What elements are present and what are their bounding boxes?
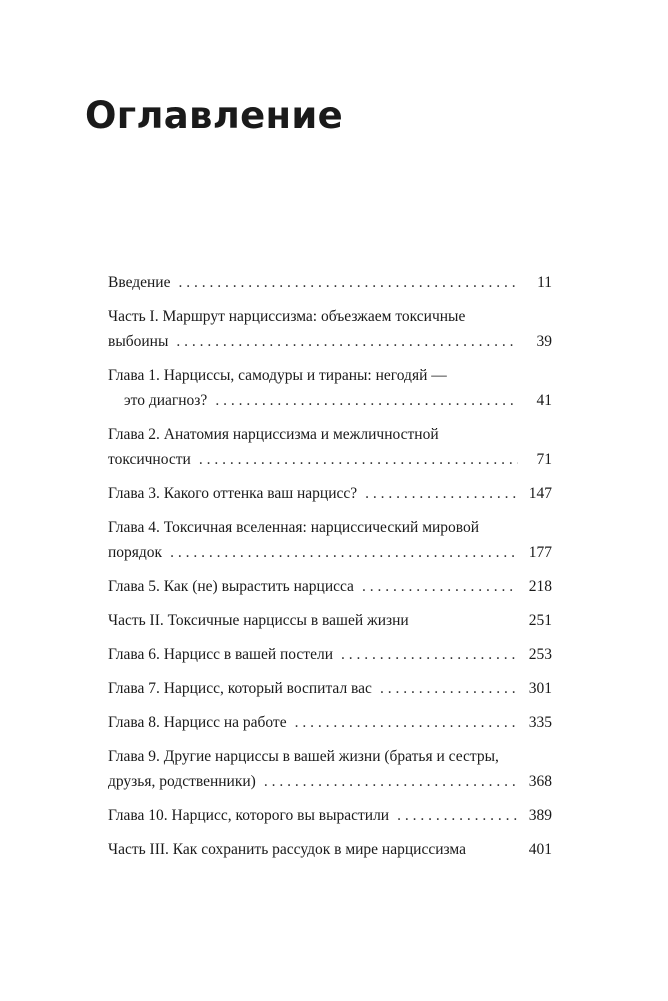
page-number: 301 (528, 680, 552, 697)
toc-entry (108, 363, 552, 413)
toc-entry-text: это диагноз? (124, 392, 208, 409)
page-number: 253 (528, 646, 552, 663)
dot-leader (170, 540, 518, 565)
dot-leader (380, 676, 518, 701)
toc-entry-text: Введение (108, 274, 171, 291)
toc-entry-text: Глава 5. Как (не) вырастить нарцисса (108, 578, 354, 595)
toc-entry-text: выбоины (108, 333, 169, 350)
page-title: Оглавление (85, 94, 344, 137)
page-number: 251 (528, 612, 552, 629)
toc-entry (108, 422, 552, 472)
page-number: 401 (528, 841, 552, 858)
toc-entry (108, 574, 552, 599)
toc-entry (108, 642, 552, 667)
toc-entry-text: токсичности (108, 451, 191, 468)
page-number: 368 (528, 773, 552, 790)
toc-entry-text: друзья, родственники) (108, 773, 256, 790)
toc-entry-text: Глава 3. Какого оттенка ваш нарцисс? (108, 485, 358, 502)
dot-leader (295, 710, 518, 735)
toc-entry (108, 676, 552, 701)
page-number: 39 (536, 333, 552, 350)
page-number: 11 (537, 274, 552, 291)
toc-entry-text: Глава 10. Нарцисс, которого вы вырастили (108, 807, 390, 824)
dot-leader (176, 329, 518, 354)
page-number: 389 (528, 807, 552, 824)
toc-entry-text: Глава 4. Токсичная вселенная: нарциссический мировой (108, 519, 480, 536)
toc-entry (108, 270, 552, 295)
dot-leader (365, 481, 518, 506)
dot-leader (199, 447, 518, 472)
toc-entry-text: Глава 8. Нарцисс на работе (108, 714, 287, 731)
page-number: 177 (528, 544, 552, 561)
page-number: 147 (528, 485, 552, 502)
dot-leader (264, 769, 518, 794)
page-number: 335 (528, 714, 552, 731)
toc-entry-text: порядок (108, 544, 163, 561)
toc-entry-text: Глава 1. Нарциссы, самодуры и тираны: негодяй — (108, 367, 447, 384)
toc-entry-text: Часть I. Маршрут нарциссизма: объезжаем токсичные (108, 308, 466, 325)
dot-leader (215, 388, 518, 413)
toc-entry-text: Часть II. Токсичные нарциссы в вашей жизни (108, 612, 409, 629)
page-number: 71 (536, 451, 552, 468)
toc-entry (108, 710, 552, 735)
toc-entry (108, 304, 552, 354)
toc-entry (108, 744, 552, 794)
toc-entry-text: Глава 9. Другие нарциссы в вашей жизни (братья и сестры, (108, 748, 499, 765)
dot-leader (178, 270, 518, 295)
dot-leader (341, 642, 518, 667)
page-number: 218 (528, 578, 552, 595)
toc-entry-text: Глава 2. Анатомия нарциссизма и межличностной (108, 426, 439, 443)
page-number: 41 (536, 392, 552, 409)
dot-leader (397, 803, 518, 828)
toc-entry (108, 608, 552, 633)
toc-entry (108, 803, 552, 828)
toc-entry-text: Глава 6. Нарцисс в вашей постели (108, 646, 333, 663)
dot-leader (362, 574, 518, 599)
toc-entry-text: Часть III. Как сохранить рассудок в мире нарциссизма (108, 841, 466, 858)
toc-entry-text: Глава 7. Нарцисс, который воспитал вас (108, 680, 372, 697)
toc-entry (108, 515, 552, 565)
table-of-contents (108, 270, 552, 871)
toc-entry (108, 481, 552, 506)
toc-entry (108, 837, 552, 862)
